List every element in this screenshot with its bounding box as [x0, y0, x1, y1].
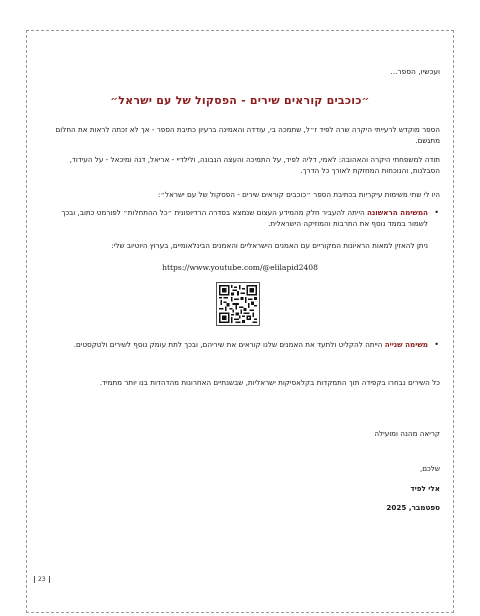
listen-paragraph: ניתן להאזין למאות הראיונות המקוריים עם האמנים הישראליים והאמנים הבינלאומיים, בערוץ היוטיוב שלי: — [111, 241, 428, 250]
qr-code-icon[interactable] — [216, 282, 260, 326]
signature-name: אלי לפיד — [410, 484, 440, 493]
intro-line: ועכשיו, הספר... — [390, 67, 440, 76]
goals-paragraph: היו לי שתי משימות עיקריות בכתיבת הספר ״כוכבים קוראים שירים - הפסקול של עם ישראל״: — [157, 190, 440, 199]
signature-date: ספטמבר, 2025 — [386, 503, 440, 512]
mission-one-text: הייתה להעביר חלק מהמידע העצום שנמצא בסדרה הרדיופונית ״כל ההתחלות״ לפורמט כתוב, ובכך לשמור בממד נוסף את התרבות והמוזיקה הישראלית. — [61, 208, 428, 229]
page-number: 23 — [34, 576, 50, 583]
thanks-paragraph: תודה למשפחתי היקרה והאהובה: לאמי, דליה לפיד, על התמיכה והעצה הנבונה, ולילדיי - אריאל, דנה ומיכאל - על העידוד, הסבלנות, והנוכחות המחזקת לאורך כל הדרך. — [69, 155, 440, 176]
songs-paragraph: כל השירים נבחרו בקפידה תוך התמקדות בקלאסיקות ישראליות, שבשנתיים האחרונות מהדהדות בנו יותר מתמיד. — [99, 378, 440, 387]
book-title: ״כוכבים קוראים שירים - הפסקול של עם ישראל״ — [110, 94, 370, 107]
dedication-paragraph: הספר מוקדש לרעייתי היקרה שרה לפיד ז״ל, שתמכה בי, עודדה והאמינה ברעיון כתיבת הספר - אך לא זכתה לראות את החלום מתגשם. — [55, 125, 440, 146]
mission-one-label: המשימה הראשונה — [367, 208, 428, 217]
closing-line: קריאה מהנה ומועילה — [374, 429, 440, 438]
mission-one-item — [40, 207, 440, 229]
youtube-url[interactable]: https://www.youtube.com/@elilapid2408 — [162, 263, 318, 272]
mission-two-item — [40, 339, 440, 350]
signature-greeting: שלכם, — [419, 464, 440, 473]
mission-two-label: משימה שנייה — [384, 340, 428, 349]
mission-two-text: הייתה להקליט ולתעד את האמנים שלנו קוראים את שיריהם, ובכך לתת עומק נוסף לשירים ולטקסטים. — [73, 340, 385, 349]
qr-code-graphic — [219, 285, 257, 323]
